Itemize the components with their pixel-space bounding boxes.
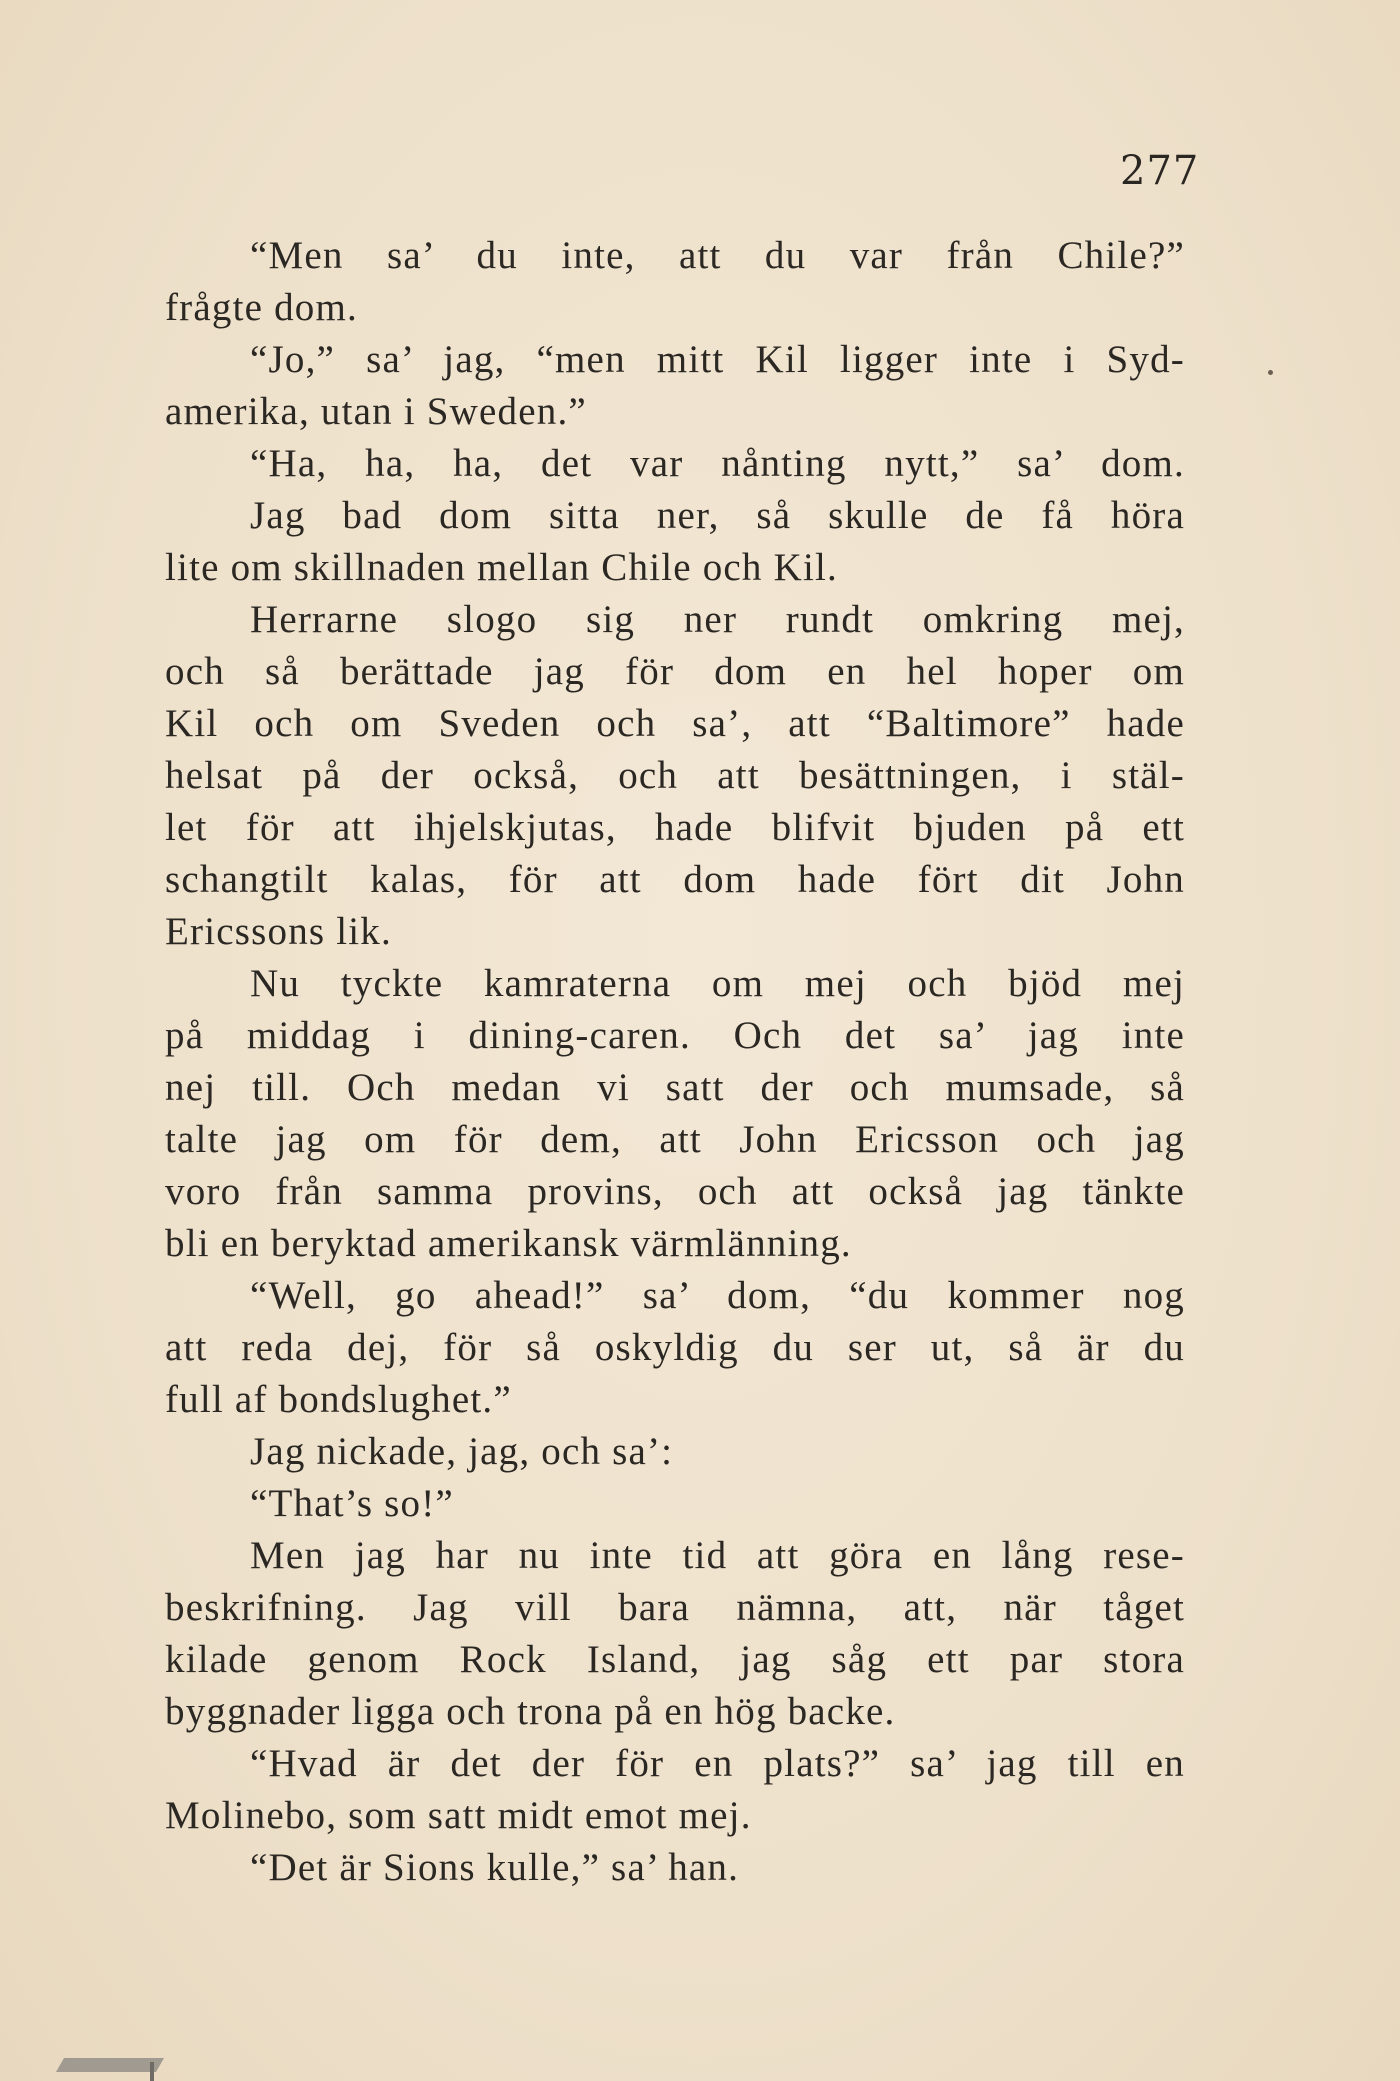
text-line: frågte dom. — [165, 286, 358, 329]
text-line: Men jag har nu inte tid att göra en lång rese- — [250, 1534, 1185, 1577]
text-line: Molinebo, som satt midt emot mej. — [165, 1794, 752, 1837]
text-line: “Well, go ahead!” sa’ dom, “du kommer nog — [250, 1274, 1185, 1317]
text-line: amerika, utan i Sweden.” — [165, 390, 587, 433]
text-line: bli en beryktad amerikansk värmlänning. — [165, 1222, 852, 1265]
text-line: på middag i dining-caren. Och det sa’ jag inte — [165, 1014, 1185, 1057]
text-line: “That’s so!” — [250, 1482, 454, 1525]
text-line: “Det är Sions kulle,” sa’ han. — [250, 1846, 740, 1889]
text-line: beskrifning. Jag vill bara nämna, att, när tåget — [165, 1586, 1185, 1629]
text-line: Kil och om Sveden och sa’, att “Baltimore” hade — [165, 702, 1185, 745]
text-line: helsat på der också, och att besättningen, i stäl- — [165, 754, 1185, 797]
body-text — [165, 230, 1185, 1894]
text-line: Nu tyckte kamraterna om mej och bjöd mej — [250, 962, 1185, 1005]
text-line: Herrarne slogo sig ner rundt omkring mej, — [250, 598, 1185, 641]
text-line: nej till. Och medan vi satt der och mumsade, så — [165, 1066, 1185, 1109]
page-number: 277 — [1120, 148, 1200, 194]
text-line: byggnader ligga och trona på en hög backe. — [165, 1690, 896, 1733]
text-line: talte jag om för dem, att John Ericsson och jag — [165, 1118, 1185, 1161]
text-line: let för att ihjelskjutas, hade blifvit bjuden på ett — [165, 806, 1185, 849]
text-line: schangtilt kalas, för att dom hade fört dit John — [165, 858, 1185, 901]
text-line: kilade genom Rock Island, jag såg ett par stora — [165, 1638, 1185, 1681]
text-line: Jag bad dom sitta ner, så skulle de få höra — [250, 494, 1185, 537]
text-line: att reda dej, för så oskyldig du ser ut, så är du — [165, 1326, 1185, 1369]
text-line: och så berättade jag för dom en hel hoper om — [165, 650, 1185, 693]
text-line: “Jo,” sa’ jag, “men mitt Kil ligger inte i Syd- — [250, 338, 1185, 381]
text-line: Ericssons lik. — [165, 910, 392, 953]
corner-mark-edge — [150, 2062, 154, 2081]
text-line: “Hvad är det der för en plats?” sa’ jag till en — [250, 1742, 1185, 1785]
corner-mark — [56, 2058, 164, 2072]
text-line: lite om skillnaden mellan Chile och Kil. — [165, 546, 838, 589]
text-line: voro från samma provins, och att också jag tänkte — [165, 1170, 1185, 1213]
text-line: “Ha, ha, ha, det var nånting nytt,” sa’ dom. — [250, 442, 1185, 485]
text-line: full af bondslughet.” — [165, 1378, 512, 1421]
ink-speck — [1268, 370, 1273, 375]
text-line: Jag nickade, jag, och sa’: — [250, 1430, 674, 1473]
text-line: “Men sa’ du inte, att du var från Chile?” — [250, 234, 1185, 277]
